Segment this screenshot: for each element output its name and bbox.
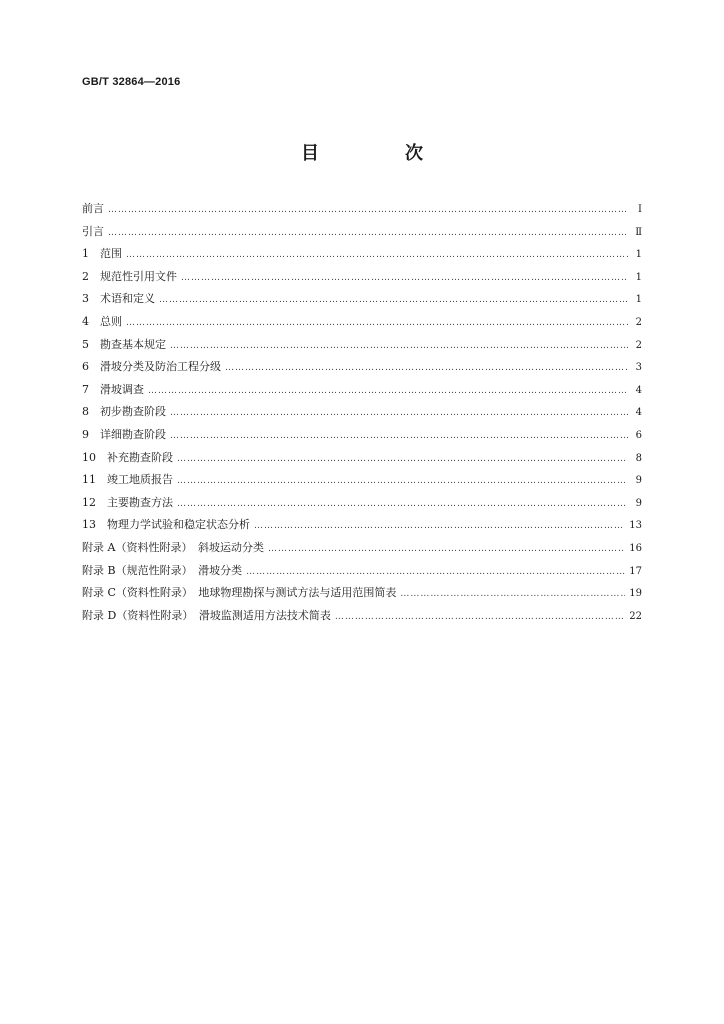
toc-entry-label: 引言 [82,224,104,238]
dot-leader [400,583,625,606]
toc-page-number: 22 [629,610,642,622]
toc-entry-9[interactable] [82,424,642,447]
toc-entry-2[interactable] [82,266,642,289]
toc-page-number: 17 [629,565,642,577]
toc-entry-label: 附录 B（规范性附录） 滑坡分类 [82,563,243,577]
toc-page-number: 9 [635,475,642,487]
toc-page-number: 9 [635,497,642,509]
dot-leader [335,606,625,629]
dot-leader [108,222,628,245]
dot-leader [148,380,628,403]
standard-code: GB/T 32864—2016 [82,76,181,88]
dot-leader [181,267,628,290]
toc-entry-7[interactable] [82,379,642,402]
toc-entry-label: 7 滑坡调查 [82,382,144,396]
toc-page-number: 19 [629,588,642,600]
toc-page-number: 4 [635,407,642,419]
toc-entry-foreword[interactable] [82,198,642,221]
dot-leader [108,199,628,222]
toc-entry-label: 1 范围 [82,247,122,261]
toc-entry-11[interactable] [82,469,642,492]
toc-entry-label: 5 勘查基本规定 [82,337,166,351]
dot-leader [126,312,628,335]
table-of-contents [82,198,642,627]
toc-page-number: Ⅰ [638,204,642,215]
toc-entry-label: 8 初步勘查阶段 [82,405,166,419]
dot-leader [170,335,628,358]
toc-page-number: 6 [635,429,642,441]
toc-entry-label: 附录 C（资料性附录） 地球物理勘探与测试方法与适用范围简表 [82,586,397,600]
toc-page-number: 16 [629,542,642,554]
toc-entry-label: 9 详细勘查阶段 [82,427,166,441]
toc-entry-13[interactable] [82,514,642,537]
toc-page-number: 4 [635,384,642,396]
toc-page-number: 13 [629,520,642,532]
toc-page-number: Ⅱ [635,226,642,238]
toc-entry-appendix-c[interactable] [82,582,642,605]
toc-entry-10[interactable] [82,447,642,470]
dot-leader [177,493,628,516]
dot-leader [170,425,628,448]
toc-entry-6[interactable] [82,356,642,379]
dot-leader [126,244,628,267]
toc-page-number: 3 [635,362,642,374]
toc-entry-appendix-d[interactable] [82,605,642,628]
toc-entry-label: 11 竣工地质报告 [82,473,173,487]
toc-entry-label: 4 总则 [82,314,122,328]
dot-leader [170,402,628,425]
toc-entry-8[interactable] [82,401,642,424]
dot-leader [246,561,625,584]
toc-page-number: 2 [635,339,642,351]
toc-entry-label: 13 物理力学试验和稳定状态分析 [82,518,250,532]
toc-entry-appendix-b[interactable] [82,560,642,583]
toc-entry-label: 2 规范性引用文件 [82,269,177,283]
toc-page-number: 1 [635,271,642,283]
toc-entry-introduction[interactable] [82,221,642,244]
toc-page-number: 8 [635,452,642,464]
toc-entry-label: 前言 [82,202,104,215]
toc-entry-appendix-a[interactable] [82,537,642,560]
toc-entry-5[interactable] [82,334,642,357]
toc-page-number: 2 [635,316,642,328]
toc-entry-label: 附录 D（资料性附录） 滑坡监测适用方法技术简表 [82,608,331,622]
toc-entry-label: 附录 A（资料性附录） 斜坡运动分类 [82,540,264,554]
toc-entry-1[interactable] [82,243,642,266]
toc-entry-3[interactable] [82,288,642,311]
dot-leader [225,357,628,380]
dot-leader [177,470,628,493]
dot-leader [254,515,625,538]
toc-entry-label: 3 术语和定义 [82,292,155,306]
toc-entry-label: 10 补充勘查阶段 [82,450,173,464]
toc-entry-label: 6 滑坡分类及防治工程分级 [82,360,221,374]
toc-entry-label: 12 主要勘查方法 [82,495,173,509]
toc-entry-4[interactable] [82,311,642,334]
dot-leader [159,289,628,312]
dot-leader [268,538,625,561]
toc-page-number: 1 [635,249,642,261]
toc-entry-12[interactable] [82,492,642,515]
dot-leader [177,448,628,471]
page-title: 目 次 [301,143,457,164]
toc-page-number: 1 [635,294,642,306]
